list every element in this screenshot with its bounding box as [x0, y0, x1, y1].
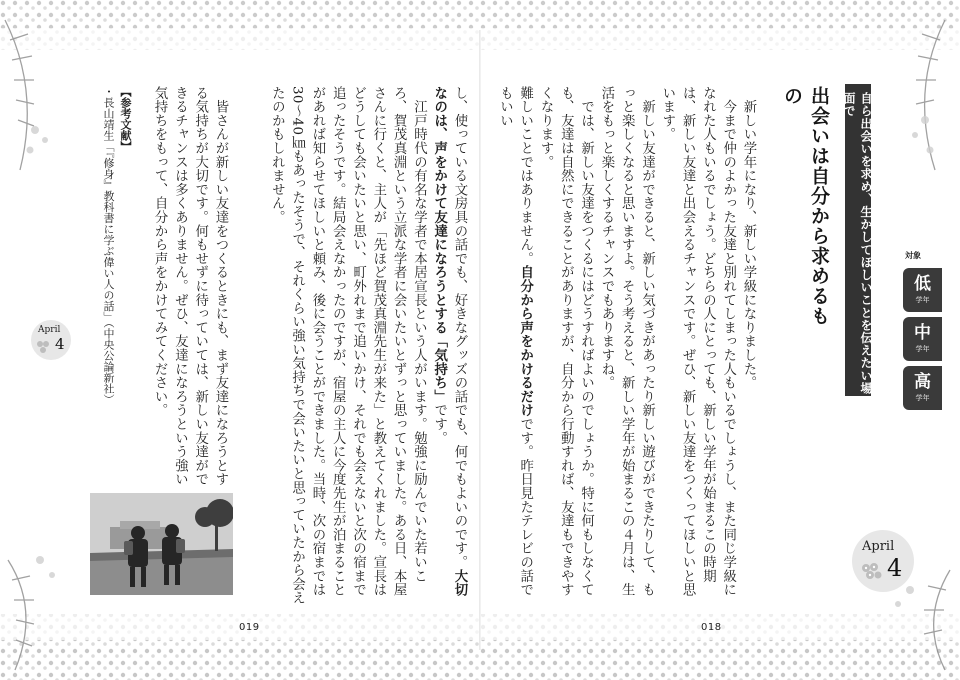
page-number-left: 019: [239, 622, 260, 633]
grade-tab-middle: [903, 317, 942, 361]
body-text-left-closing: 皆さんが新しい友達をつくるときにも、まず友達になろうとする気持ちが大切です。何もせずに待っていては、新しい友達ができるチャンスは多くありません。ぜひ、友達になろうという強い気持ちをもって、自分から声をかけてみてください。: [152, 86, 228, 487]
grade-tab-high-sub: 学年: [915, 394, 930, 402]
grade-tab-low-label: 低: [914, 274, 931, 294]
month-word: April: [862, 539, 895, 554]
body-text-right-page: [428, 86, 758, 606]
grade-tab-high: [903, 366, 942, 410]
reference-heading: 【参考文献】: [119, 86, 132, 152]
flower-icon: [860, 562, 884, 584]
grade-tab-high-label: 高: [914, 372, 931, 392]
grade-tab-low: [903, 268, 942, 312]
body-left-emphasis: 大切なのは、声をかけて友達になろうとする「気持ち」: [431, 86, 467, 597]
grade-tab-low-sub: 学年: [915, 296, 930, 304]
month-badge-left: [31, 320, 71, 360]
grade-tab-middle-sub: 学年: [915, 345, 930, 353]
month-badge-right: [852, 530, 914, 592]
audience-label: 対象: [905, 251, 921, 260]
body-right-emphasis: 自分から声をかけるだけ: [517, 265, 533, 418]
reference-section: [88, 86, 134, 406]
body-right-paragraph: 新しい学年になり、新しい学級になりました。 今まで仲のよかった友達と別れてしまった人もいるでしょうし、また同じ学級になれた人もいるでしょう。どちらの人にとっても、新しい学年が始まるこの時期は、新しい友達と出会えるチャンスです。ぜひ、新しい友達をつくってほしいと思います。 新しい友達ができると、新しい気づきがあったり新しい遊びができたりして、もっと楽しくなると思いますよ。そう考えると、新しい学年が始まるこの４月は、生活をもっと楽しくするチャンスでもありますね。 では、新しい友達をつくるにはどうすればよいのでしょうか。特に何もしなくても、友達は自然にできることがありますが、自分から行動すれば、友達もできやすくなります。: [538, 86, 756, 597]
body-left-intro: し、使っている文房具の話でも、好きなグッズの話でも、何でもよいのです。: [452, 86, 467, 569]
theme-banner: 自ら出会いを求め、生かしてほしいことを伝えたい場面で: [845, 84, 871, 396]
body-right-closing-prefix: 難しいことではありません。: [517, 86, 533, 266]
flower-icon: [36, 340, 52, 354]
page-number-right: 018: [701, 622, 722, 633]
grade-tab-middle-label: 中: [914, 323, 931, 343]
body-text-left-page: [259, 86, 469, 606]
body-right-closing-suffix: です。昨日見たテレビの話でもいい: [497, 86, 533, 597]
month-number: 4: [55, 335, 65, 353]
reference-item: ・長山靖生「『修身』教科書に学ぶ偉い人の話」（中央公論新社）: [102, 86, 115, 405]
body-left-story: です。 江戸時代の有名な学者で本居宣長という人がいます。勉強に励んでいた若いころ、賀茂真淵という立派な学者に会いたいとずっと思っていました。ある日、本屋さんに行くと、主人が「先ほど賀茂真淵先生が来た」と教えてくれました。宣長はどうしても会いたいと思い、町外れまで追いかけ、それでも会えないと次の宿まで追ったそうです。結局会えなかったのですが、宿屋の主人に今度先生が泊まることがあれば知らせてほしいと頼み、後に会うことができました。当時、次の宿までは30〜40㎞もあったそうで、それくらい強い気持ちで会いたいと思っていたから会えたのかもしれません。: [269, 86, 447, 605]
month-number: 4: [887, 554, 903, 582]
page-title: 出会いは自分から求めるもの: [781, 86, 830, 326]
photo-children: [90, 493, 233, 595]
month-word: April: [38, 325, 61, 335]
